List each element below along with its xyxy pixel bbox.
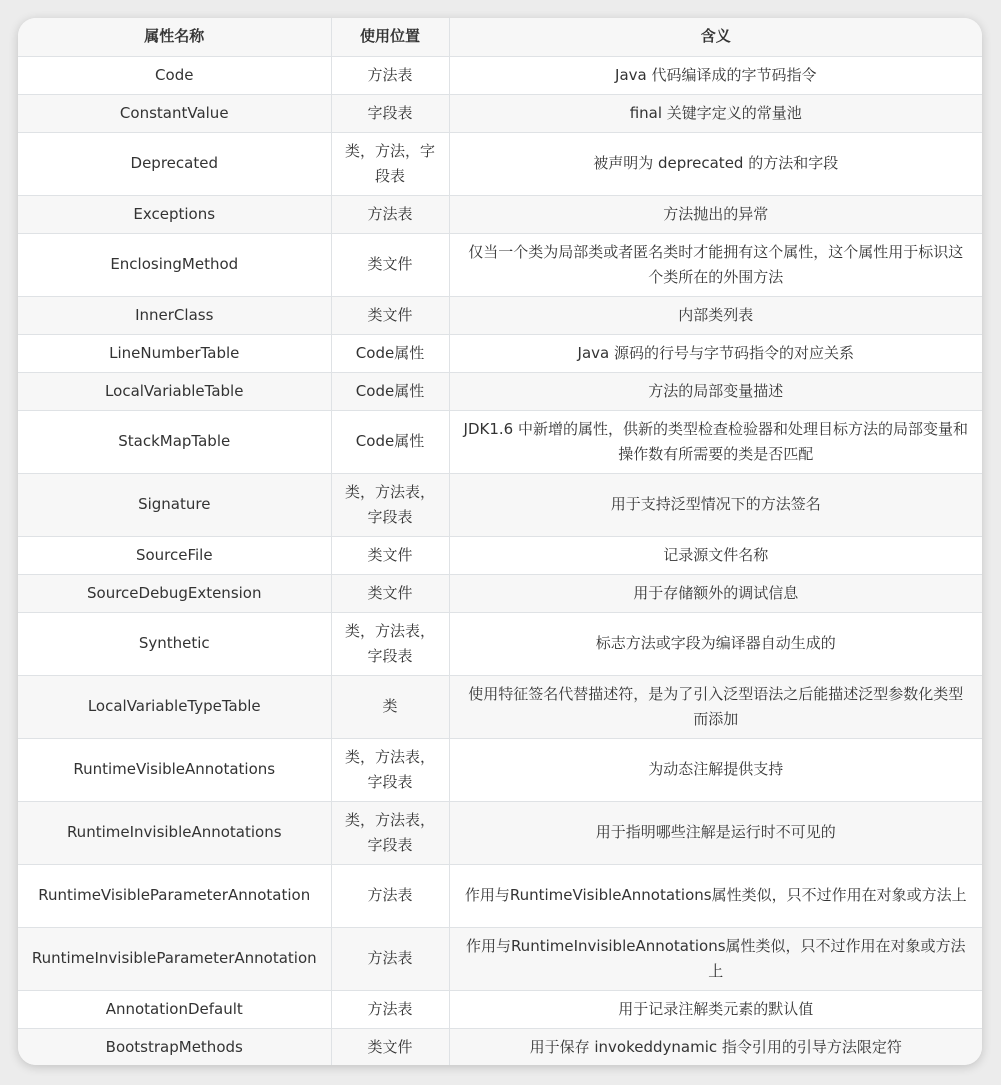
cell-meaning: 使用特征签名代替描述符，是为了引入泛型语法之后能描述泛型参数化类型而添加 bbox=[449, 675, 982, 738]
class-attributes-table bbox=[18, 18, 982, 1065]
cell-usage-location: 类，方法表，字段表 bbox=[331, 801, 449, 864]
cell-meaning: 被声明为 deprecated 的方法和字段 bbox=[449, 132, 982, 195]
table-row bbox=[18, 132, 982, 195]
cell-meaning: 仅当一个类为局部类或者匿名类时才能拥有这个属性，这个属性用于标识这个类所在的外围方法 bbox=[449, 233, 982, 296]
table-row bbox=[18, 233, 982, 296]
cell-meaning: 为动态注解提供支持 bbox=[449, 738, 982, 801]
cell-meaning: 用于存储额外的调试信息 bbox=[449, 574, 982, 612]
table-row bbox=[18, 372, 982, 410]
cell-meaning: final 关键字定义的常量池 bbox=[449, 94, 982, 132]
cell-meaning: Java 代码编译成的字节码指令 bbox=[449, 56, 982, 94]
cell-attribute-name: Synthetic bbox=[18, 612, 331, 675]
header-meaning: 含义 bbox=[449, 18, 982, 56]
cell-attribute-name: RuntimeVisibleAnnotations bbox=[18, 738, 331, 801]
cell-usage-location: 方法表 bbox=[331, 990, 449, 1028]
cell-attribute-name: RuntimeInvisibleParameterAnnotation bbox=[18, 927, 331, 990]
table-row bbox=[18, 1028, 982, 1065]
cell-attribute-name: StackMapTable bbox=[18, 410, 331, 473]
cell-attribute-name: Code bbox=[18, 56, 331, 94]
cell-usage-location: Code属性 bbox=[331, 334, 449, 372]
header-usage-location: 使用位置 bbox=[331, 18, 449, 56]
cell-meaning: JDK1.6 中新增的属性，供新的类型检查检验器和处理目标方法的局部变量和操作数有所需要的类是否匹配 bbox=[449, 410, 982, 473]
cell-meaning: 用于记录注解类元素的默认值 bbox=[449, 990, 982, 1028]
table-row bbox=[18, 927, 982, 990]
table-row bbox=[18, 574, 982, 612]
table-row bbox=[18, 738, 982, 801]
cell-usage-location: 类 bbox=[331, 675, 449, 738]
cell-meaning: 用于指明哪些注解是运行时不可见的 bbox=[449, 801, 982, 864]
cell-usage-location: 方法表 bbox=[331, 927, 449, 990]
cell-meaning: 方法抛出的异常 bbox=[449, 195, 982, 233]
cell-usage-location: 类文件 bbox=[331, 296, 449, 334]
cell-meaning: Java 源码的行号与字节码指令的对应关系 bbox=[449, 334, 982, 372]
cell-meaning: 内部类列表 bbox=[449, 296, 982, 334]
cell-attribute-name: SourceDebugExtension bbox=[18, 574, 331, 612]
header-attribute-name: 属性名称 bbox=[18, 18, 331, 56]
cell-usage-location: 类，方法，字段表 bbox=[331, 132, 449, 195]
cell-attribute-name: Deprecated bbox=[18, 132, 331, 195]
cell-attribute-name: EnclosingMethod bbox=[18, 233, 331, 296]
table-row bbox=[18, 864, 982, 927]
cell-meaning: 记录源文件名称 bbox=[449, 536, 982, 574]
cell-attribute-name: InnerClass bbox=[18, 296, 331, 334]
cell-meaning: 标志方法或字段为编译器自动生成的 bbox=[449, 612, 982, 675]
cell-usage-location: 类文件 bbox=[331, 1028, 449, 1065]
cell-usage-location: 类文件 bbox=[331, 233, 449, 296]
cell-meaning: 作用与RuntimeInvisibleAnnotations属性类似，只不过作用在对象或方法上 bbox=[449, 927, 982, 990]
cell-usage-location: 方法表 bbox=[331, 864, 449, 927]
table-row bbox=[18, 801, 982, 864]
cell-attribute-name: Signature bbox=[18, 473, 331, 536]
table-row bbox=[18, 536, 982, 574]
table-row bbox=[18, 334, 982, 372]
table-row bbox=[18, 473, 982, 536]
cell-attribute-name: BootstrapMethods bbox=[18, 1028, 331, 1065]
table-row bbox=[18, 94, 982, 132]
cell-attribute-name: LocalVariableTypeTable bbox=[18, 675, 331, 738]
cell-attribute-name: SourceFile bbox=[18, 536, 331, 574]
cell-meaning: 作用与RuntimeVisibleAnnotations属性类似，只不过作用在对象或方法上 bbox=[449, 864, 982, 927]
table-row bbox=[18, 410, 982, 473]
cell-usage-location: Code属性 bbox=[331, 372, 449, 410]
cell-usage-location: 类文件 bbox=[331, 574, 449, 612]
cell-attribute-name: Exceptions bbox=[18, 195, 331, 233]
table-header-row bbox=[18, 18, 982, 56]
cell-attribute-name: LineNumberTable bbox=[18, 334, 331, 372]
table-row bbox=[18, 56, 982, 94]
cell-usage-location: 方法表 bbox=[331, 56, 449, 94]
cell-usage-location: 类，方法表，字段表 bbox=[331, 738, 449, 801]
table-row bbox=[18, 612, 982, 675]
cell-attribute-name: RuntimeInvisibleAnnotations bbox=[18, 801, 331, 864]
table-card bbox=[18, 18, 982, 1065]
cell-usage-location: Code属性 bbox=[331, 410, 449, 473]
cell-usage-location: 类文件 bbox=[331, 536, 449, 574]
cell-meaning: 用于支持泛型情况下的方法签名 bbox=[449, 473, 982, 536]
cell-attribute-name: ConstantValue bbox=[18, 94, 331, 132]
table-row bbox=[18, 296, 982, 334]
cell-usage-location: 类，方法表，字段表 bbox=[331, 473, 449, 536]
table-row bbox=[18, 195, 982, 233]
cell-meaning: 用于保存 invokeddynamic 指令引用的引导方法限定符 bbox=[449, 1028, 982, 1065]
cell-attribute-name: LocalVariableTable bbox=[18, 372, 331, 410]
cell-attribute-name: AnnotationDefault bbox=[18, 990, 331, 1028]
cell-attribute-name: RuntimeVisibleParameterAnnotation bbox=[18, 864, 331, 927]
table-row bbox=[18, 990, 982, 1028]
table-row bbox=[18, 675, 982, 738]
cell-usage-location: 字段表 bbox=[331, 94, 449, 132]
cell-usage-location: 方法表 bbox=[331, 195, 449, 233]
cell-usage-location: 类，方法表，字段表 bbox=[331, 612, 449, 675]
cell-meaning: 方法的局部变量描述 bbox=[449, 372, 982, 410]
